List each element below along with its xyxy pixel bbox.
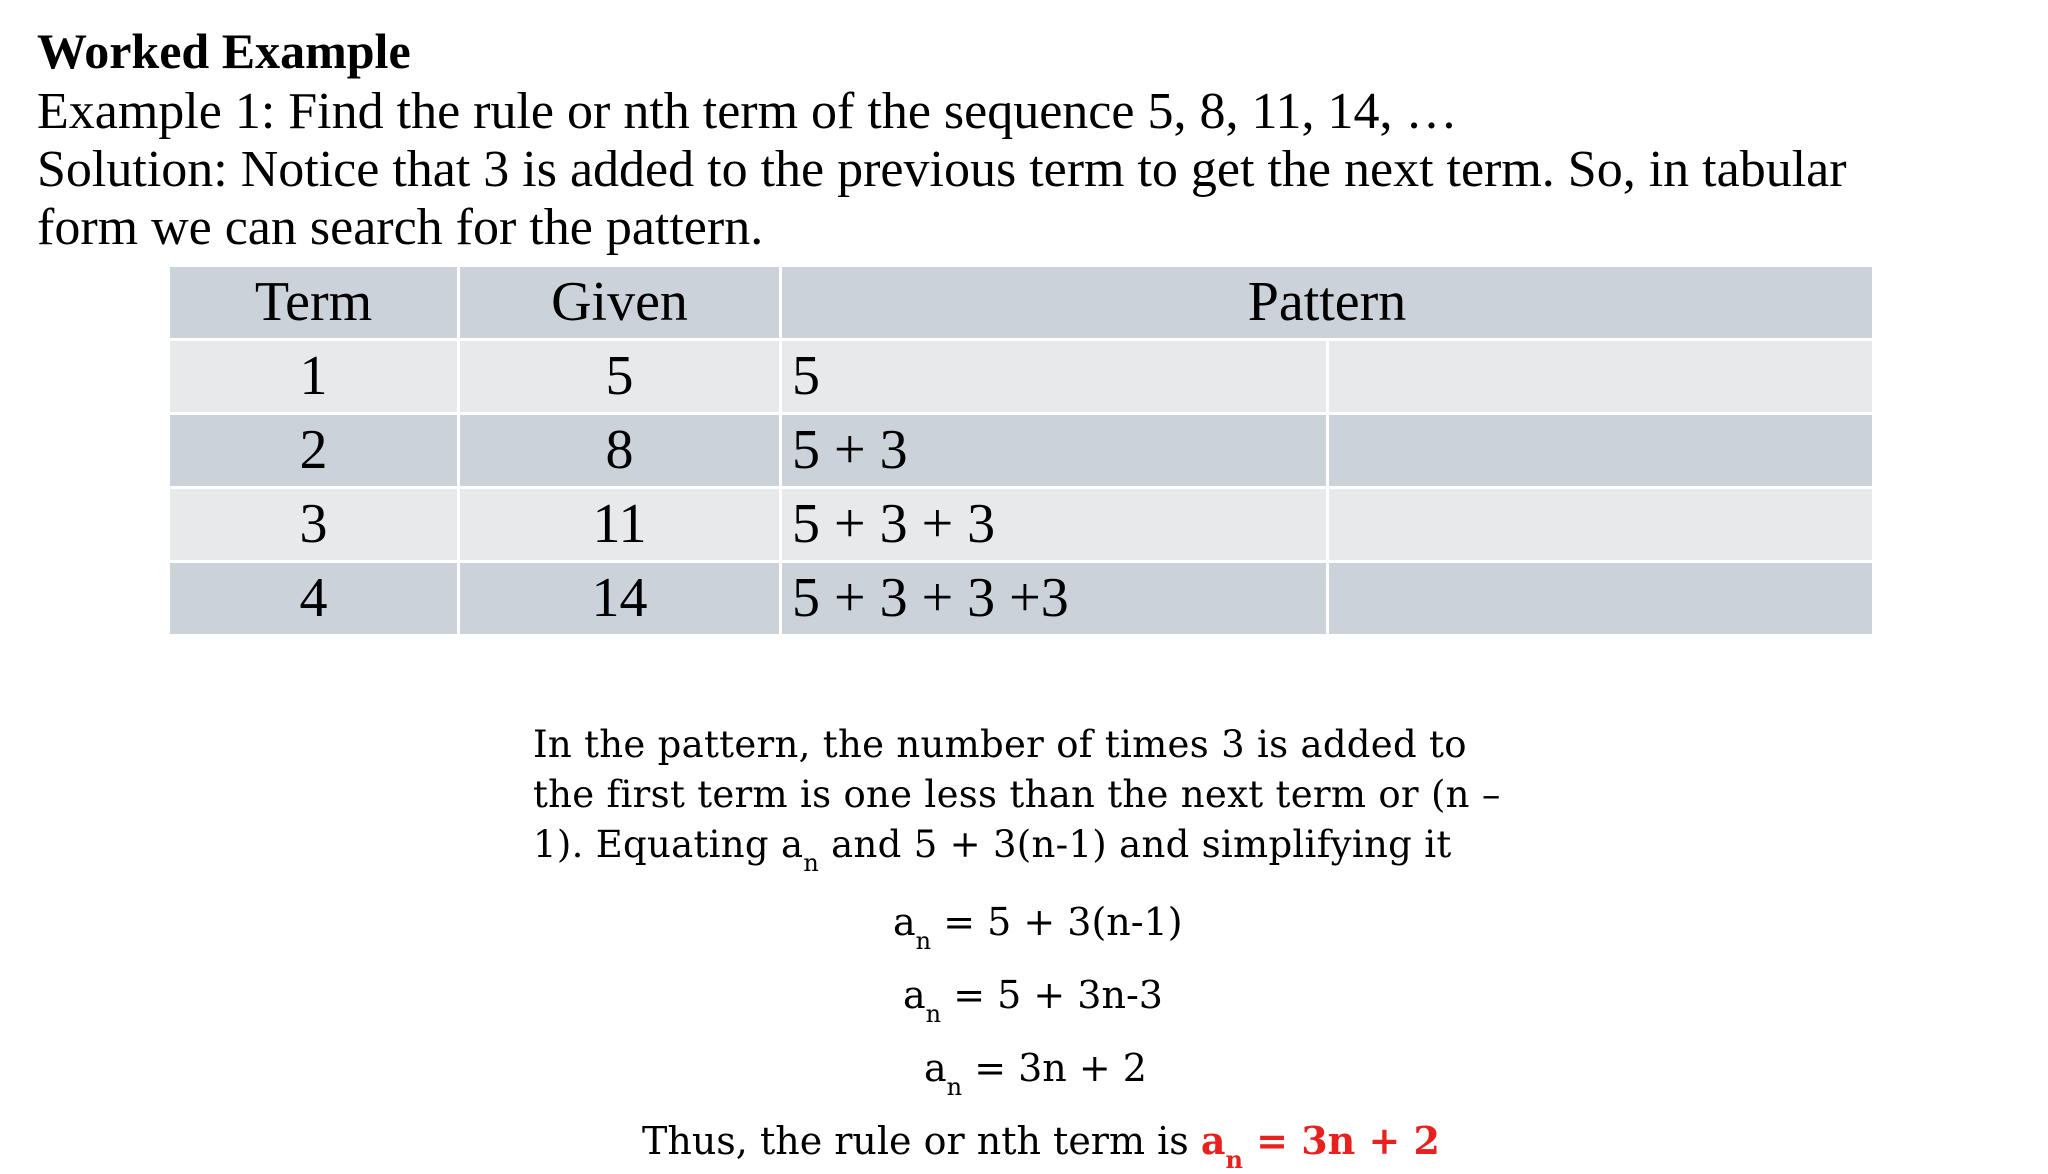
equation-lhs: a — [903, 973, 926, 1017]
header-given: Given — [459, 266, 781, 340]
equation-rhs: = 3n + 2 — [962, 1046, 1147, 1090]
answer-formula — [1200, 1118, 1440, 1174]
equation-step-1 — [893, 897, 1183, 955]
pattern-table — [167, 264, 1875, 637]
header-term: Term — [169, 266, 459, 340]
conclusion-text: Thus, the rule or nth term is — [642, 1119, 1201, 1163]
heading: Worked Example — [37, 23, 411, 79]
equation-step-3 — [924, 1043, 1147, 1101]
solution-line-2: form we can search for the pattern. — [37, 199, 764, 256]
equation-step-2 — [903, 970, 1163, 1028]
table-row — [169, 414, 1874, 488]
equation-lhs: a — [924, 1046, 947, 1090]
subscript: n — [1225, 1145, 1243, 1174]
pattern-cell: 5 + 3 — [781, 414, 1328, 488]
empty-cell — [1328, 562, 1874, 636]
pattern-cell: 5 — [781, 340, 1328, 414]
answer-lhs: a — [1200, 1118, 1226, 1163]
pattern-cell: 5 + 3 + 3 — [781, 488, 1328, 562]
term-cell: 4 — [169, 562, 459, 636]
empty-cell — [1328, 340, 1874, 414]
explanation-line: In the pattern, the number of times 3 is added to — [533, 723, 1467, 766]
term-cell: 2 — [169, 414, 459, 488]
explanation-text: and 5 + 3(n-1) and simplifying it — [819, 823, 1452, 866]
example-statement: Example 1: Find the rule or nth term of the sequence 5, 8, 11, 14, … — [37, 83, 1458, 140]
given-cell: 14 — [459, 562, 781, 636]
empty-cell — [1328, 414, 1874, 488]
explanation-line — [533, 820, 1533, 877]
table-header-row — [169, 266, 1874, 340]
table-row — [169, 562, 1874, 636]
term-cell: 3 — [169, 488, 459, 562]
table-row — [169, 488, 1874, 562]
equation-lhs: a — [893, 900, 916, 944]
explanation-line: the first term is one less than the next term or (n – — [533, 773, 1501, 816]
subscript: n — [915, 927, 932, 955]
subscript: n — [946, 1073, 963, 1101]
given-cell: 5 — [459, 340, 781, 414]
table-row — [169, 340, 1874, 414]
subscript: n — [803, 849, 820, 877]
explanation-paragraph — [533, 720, 1533, 877]
equation-rhs: = 5 + 3(n-1) — [931, 900, 1183, 944]
term-cell: 1 — [169, 340, 459, 414]
equation-rhs: = 5 + 3n-3 — [941, 973, 1163, 1017]
subscript: n — [925, 1000, 942, 1028]
header-pattern: Pattern — [781, 266, 1874, 340]
solution-line-1: Solution: Notice that 3 is added to the previous term to get the next term. So, in tabular — [37, 141, 1847, 198]
given-cell: 11 — [459, 488, 781, 562]
explanation-text: 1). Equating a — [533, 823, 804, 866]
given-cell: 8 — [459, 414, 781, 488]
conclusion — [642, 1116, 1440, 1174]
empty-cell — [1328, 488, 1874, 562]
pattern-cell: 5 + 3 + 3 +3 — [781, 562, 1328, 636]
answer-rhs: = 3n + 2 — [1242, 1118, 1440, 1163]
